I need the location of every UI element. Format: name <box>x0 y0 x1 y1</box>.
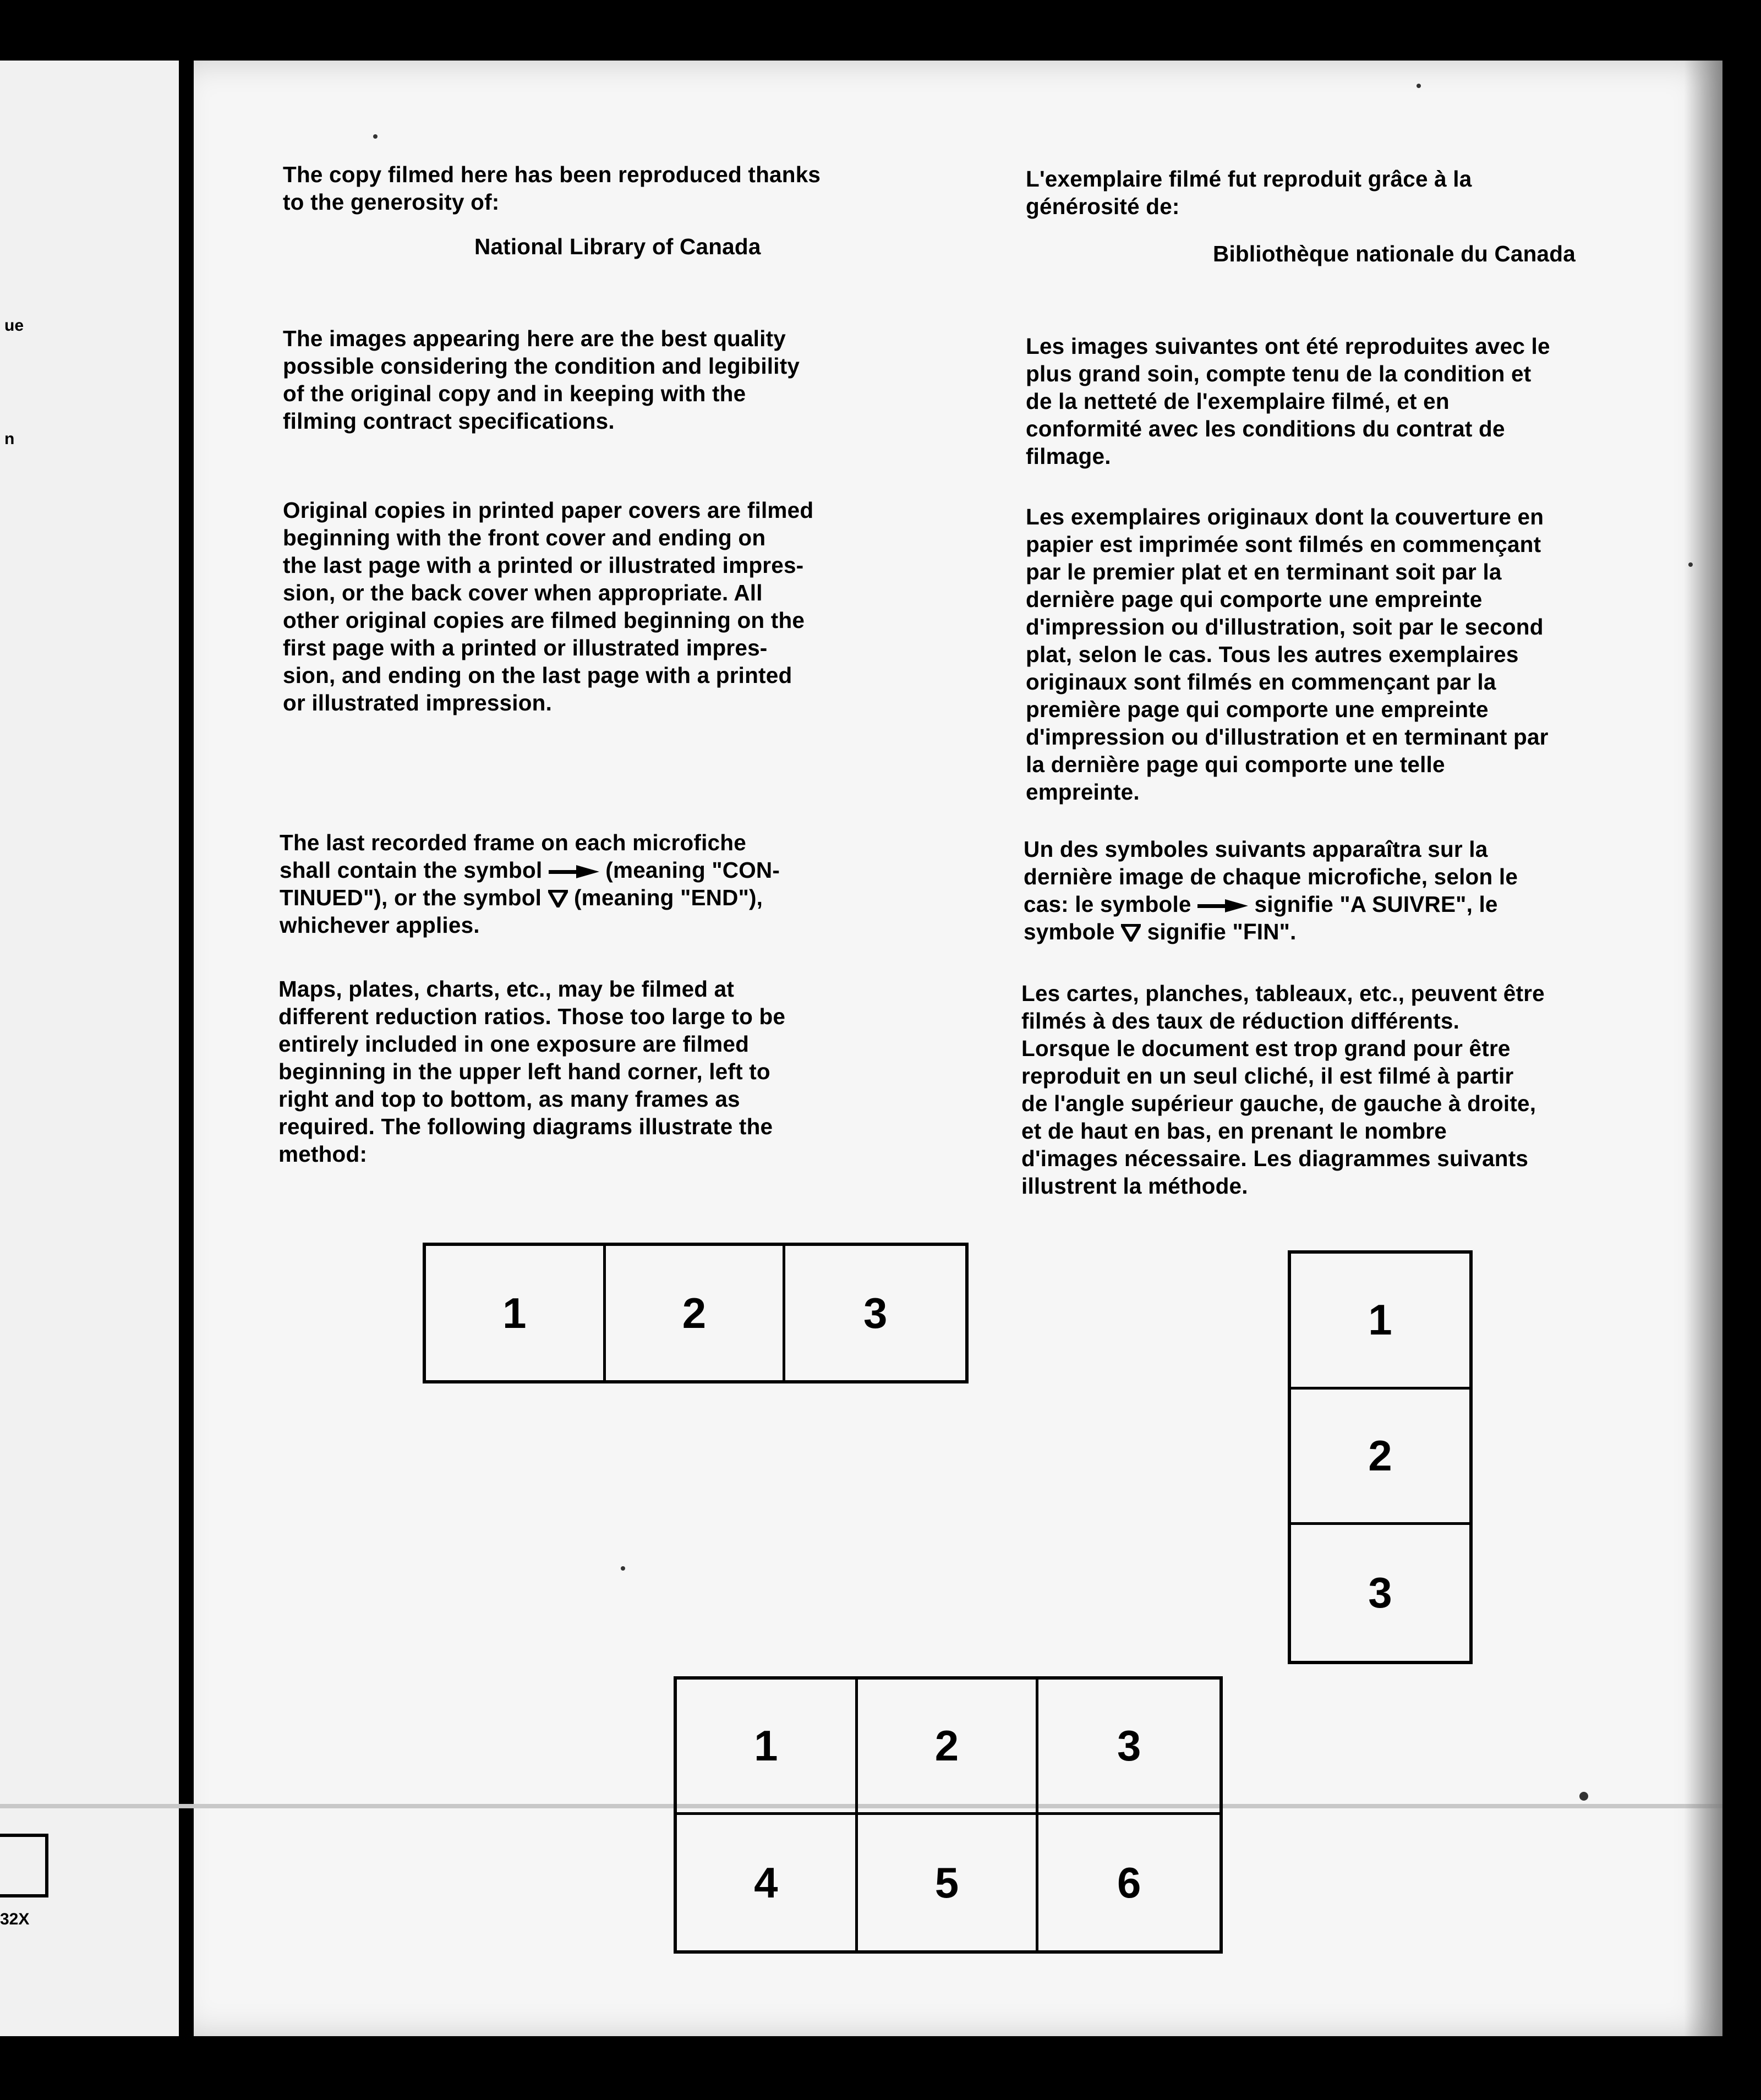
scan-speck <box>1579 1792 1588 1801</box>
frame-cell: 2 <box>606 1246 786 1380</box>
text-fragment: signifie "A SUIVRE", le <box>1248 892 1498 917</box>
frame-cell: 1 <box>677 1680 858 1815</box>
text-line: possible considering the condition and legibility <box>283 353 800 379</box>
text-line: Lorsque le document est trop grand pour être <box>1021 1036 1511 1061</box>
frame-cell: 5 <box>858 1815 1039 1950</box>
text-line: filmage. <box>1026 444 1111 469</box>
text-line: of the original copy and in keeping with the <box>283 381 746 406</box>
text-line: different reduction ratios. Those too large to be <box>278 1004 786 1029</box>
frame-cell: 3 <box>1368 1568 1392 1617</box>
text-line: dernière page qui comporte une empreinte <box>1026 587 1483 612</box>
fragment-text-2: n <box>4 430 15 448</box>
fragment-text-1: ue <box>4 316 24 335</box>
text-line: entirely included in one exposure are filmed <box>278 1031 750 1057</box>
text-line: plat, selon le cas. Tous les autres exemplaires <box>1026 642 1519 667</box>
text-line: beginning with the front cover and ending on <box>283 525 766 550</box>
matrix-frame-diagram <box>674 1676 1223 1954</box>
text-line: or illustrated impression. <box>283 690 553 715</box>
fr-symbols-paragraph <box>1024 835 1640 945</box>
text-line: method: <box>278 1141 368 1167</box>
adjacent-page-fragment <box>0 61 179 2036</box>
en-quality-paragraph <box>283 325 921 435</box>
scan-speck <box>373 134 378 139</box>
text-line: right and top to bottom, as many frames as <box>278 1086 740 1112</box>
vertical-frame-diagram <box>1288 1250 1473 1664</box>
text-line <box>1024 918 1640 945</box>
text-line: d'impression ou d'illustration et en terminant par <box>1026 724 1549 750</box>
frame-cell: 6 <box>1117 1858 1141 1907</box>
text-line: The last recorded frame on each microfiche <box>280 830 746 855</box>
text-line: required. The following diagrams illustrate the <box>278 1114 773 1139</box>
scan-speck <box>621 1566 625 1571</box>
text-line: The images appearing here are the best quality <box>283 326 786 351</box>
page-edge-shadow <box>1684 61 1722 2036</box>
text-fragment: symbole <box>1024 919 1122 944</box>
text-line: papier est imprimée sont filmés en commençant <box>1026 532 1541 557</box>
arrow-icon <box>549 864 599 879</box>
text-fragment: (meaning "END"), <box>567 885 763 910</box>
text-line <box>280 856 918 884</box>
text-line: empreinte. <box>1026 779 1140 805</box>
text-line: sion, and ending on the last page with a printed <box>283 663 792 688</box>
text-fragment: (meaning "CON- <box>599 857 780 883</box>
text-line <box>280 884 918 911</box>
frame-cell: 1 <box>1291 1254 1469 1390</box>
text-line: par le premier plat et en terminant soit par la <box>1026 559 1502 584</box>
text-line: plus grand soin, compte tenu de la condition et <box>1026 361 1532 386</box>
text-line: et de haut en bas, en prenant le nombre <box>1021 1118 1447 1144</box>
text-line: conformité avec les conditions du contrat de <box>1026 416 1505 441</box>
text-fragment: TINUED"), or the symbol <box>280 885 548 910</box>
triangle-down-icon <box>1121 924 1141 942</box>
text-fragment: shall contain the symbol <box>280 857 549 883</box>
text-line: Les exemplaires originaux dont la couverture en <box>1026 504 1544 529</box>
arrow-icon <box>1197 898 1248 914</box>
text-line: d'impression ou d'illustration, soit par le second <box>1026 614 1544 639</box>
text-line: de la netteté de l'exemplaire filmé, et en <box>1026 389 1450 414</box>
text-fragment: signifie "FIN". <box>1141 919 1297 944</box>
frame-cell: 4 <box>677 1815 858 1950</box>
en-maps-paragraph <box>278 975 917 1168</box>
text-line: The copy filmed here has been reproduced thanks <box>283 162 821 187</box>
horizontal-frame-diagram <box>423 1243 969 1383</box>
fr-quality-paragraph <box>1026 332 1642 470</box>
text-line: première page qui comporte une empreinte <box>1026 697 1489 722</box>
text-line: to the generosity of: <box>283 189 500 215</box>
text-line: dernière image de chaque microfiche, selon le <box>1024 864 1518 889</box>
text-line: filming contract specifications. <box>283 408 615 434</box>
en-thanks-paragraph <box>283 161 921 216</box>
text-line: whichever applies. <box>280 912 480 938</box>
en-symbols-paragraph <box>280 829 918 939</box>
frame-cell: 3 <box>1038 1680 1219 1815</box>
fr-thanks-paragraph <box>1026 165 1642 220</box>
text-line: sion, or the back cover when appropriate. All <box>283 580 763 605</box>
text-line: illustrent la méthode. <box>1021 1173 1248 1199</box>
text-line: L'exemplaire filmé fut reproduit grâce à la <box>1026 166 1472 192</box>
text-line: de l'angle supérieur gauche, de gauche à droite, <box>1021 1091 1536 1116</box>
scan-speck <box>1688 562 1693 567</box>
text-line: reproduit en un seul cliché, il est filmé à partir <box>1021 1063 1514 1089</box>
scan-speck <box>1417 84 1421 88</box>
frame-cell: 2 <box>1291 1390 1469 1525</box>
text-line: la dernière page qui comporte une telle <box>1026 752 1445 777</box>
text-line: Maps, plates, charts, etc., may be filmed at <box>278 976 735 1002</box>
fragment-code: 32X <box>0 1910 30 1928</box>
fr-originals-paragraph <box>1026 503 1642 806</box>
text-line: d'images nécessaire. Les diagrammes suivants <box>1021 1146 1529 1171</box>
text-line: Original copies in printed paper covers are filmed <box>283 497 814 523</box>
text-line <box>1024 890 1640 918</box>
fr-institution-name: Bibliothèque nationale du Canada <box>1213 241 1576 266</box>
triangle-down-icon <box>548 890 568 907</box>
text-line: originaux sont filmés en commençant par la <box>1026 669 1496 694</box>
en-institution-name: National Library of Canada <box>474 234 761 259</box>
text-line: other original copies are filmed beginning on the <box>283 608 805 633</box>
text-line: filmés à des taux de réduction différents. <box>1021 1008 1460 1033</box>
text-line: Un des symboles suivants apparaîtra sur la <box>1024 836 1488 862</box>
fragment-box <box>0 1834 48 1897</box>
text-line: générosité de: <box>1026 194 1180 219</box>
text-line: Les cartes, planches, tableaux, etc., peuvent être <box>1021 981 1545 1006</box>
text-line: the last page with a printed or illustrated impres- <box>283 553 804 578</box>
frame-cell: 2 <box>858 1680 1039 1815</box>
text-line: Les images suivantes ont été reproduites avec le <box>1026 333 1550 359</box>
fr-maps-paragraph <box>1021 980 1638 1200</box>
text-line: first page with a printed or illustrated impres- <box>283 635 768 660</box>
text-line: beginning in the upper left hand corner, left to <box>278 1059 770 1084</box>
text-fragment: cas: le symbole <box>1024 892 1198 917</box>
en-originals-paragraph <box>283 496 921 717</box>
frame-cell: 1 <box>426 1246 606 1380</box>
frame-cell: 3 <box>863 1288 888 1337</box>
